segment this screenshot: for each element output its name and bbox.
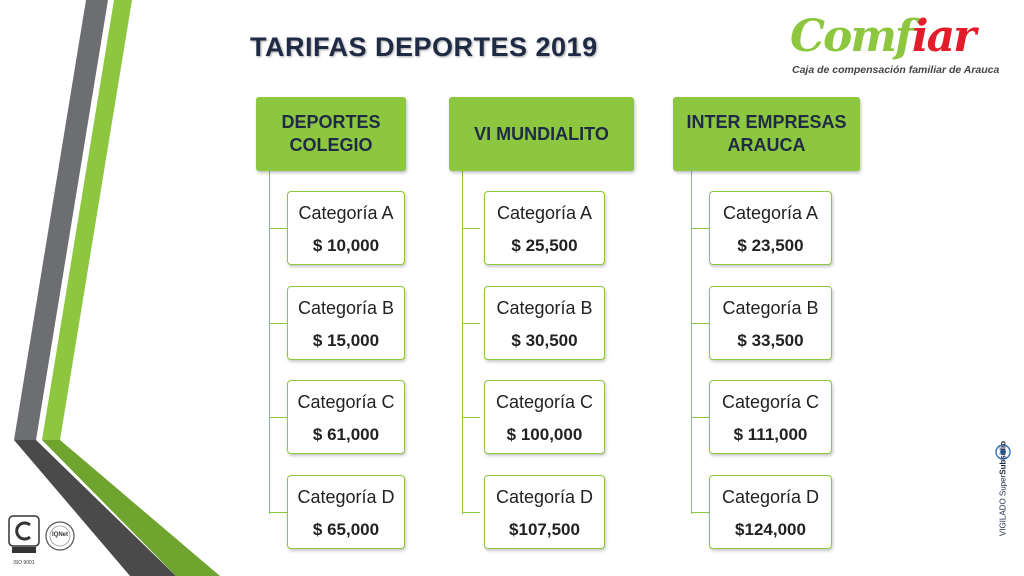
tariff-card: [287, 191, 405, 265]
connector-tick: [691, 512, 709, 513]
iqnet-seal: [44, 520, 76, 552]
price-value: $ 30,500: [511, 331, 578, 350]
price-value: $ 25,500: [511, 236, 578, 255]
price-value: $124,000: [735, 520, 806, 539]
tariff-card: [287, 286, 405, 360]
connector-line: [691, 171, 692, 514]
price-value: $ 111,000: [733, 425, 808, 444]
price-value: $ 23,500: [737, 236, 804, 255]
category-label: Categoría A: [496, 203, 593, 223]
category-label: Categoría C: [495, 392, 594, 412]
category-label: Categoría D: [495, 487, 594, 507]
comfiar-logo: [786, 11, 1000, 84]
connector-line: [462, 171, 463, 514]
connector-tick: [462, 417, 480, 418]
connector-tick: [462, 323, 480, 324]
tariff-card: [484, 286, 605, 360]
category-label: Categoría C: [297, 392, 395, 412]
connector-line: [269, 171, 270, 514]
tariff-card: [709, 475, 832, 549]
connector-tick: [691, 323, 709, 324]
price-value: $ 65,000: [312, 520, 380, 539]
price-value: $ 10,000: [312, 236, 380, 255]
column-header: DEPORTES COLEGIO: [256, 97, 406, 171]
column-header: VI MUNDIALITO: [449, 97, 634, 171]
tariff-card: [709, 380, 832, 454]
category-label: Categoría D: [721, 487, 820, 507]
connector-tick: [269, 228, 287, 229]
tariff-card: [709, 286, 832, 360]
connector-tick: [462, 228, 480, 229]
tariff-card: [287, 380, 405, 454]
column-header: INTER EMPRESAS ARAUCA: [673, 97, 860, 171]
iso-label: ISO 9001: [13, 560, 35, 566]
category-label: Categoría D: [297, 487, 395, 507]
logo-tagline: Caja de compensación familiar de Arauca: [792, 64, 1000, 76]
category-label: Categoría A: [298, 203, 394, 223]
tariff-card: [287, 475, 405, 549]
tariff-card: [709, 191, 832, 265]
price-value: $ 61,000: [312, 425, 380, 444]
connector-tick: [269, 417, 287, 418]
tariff-card: [484, 191, 605, 265]
category-label: Categoría B: [496, 298, 593, 318]
category-label: Categoría A: [722, 203, 819, 223]
connector-tick: [269, 323, 287, 324]
iqnet-label: IQNet: [51, 532, 68, 538]
page-title: TARIFAS DEPORTES 2019: [250, 32, 598, 62]
tariff-card: [484, 380, 605, 454]
category-label: Categoría B: [722, 298, 819, 318]
category-label: Categoría B: [297, 298, 395, 318]
price-value: $107,500: [509, 520, 580, 539]
iso-certification-seal: [8, 515, 40, 566]
connector-tick: [691, 417, 709, 418]
icontec-seal-icon: [8, 515, 40, 555]
category-label: Categoría C: [721, 392, 820, 412]
connector-tick: [691, 228, 709, 229]
connector-tick: [269, 512, 287, 513]
vigilado-supersubsidio-mark: [993, 440, 1013, 548]
vigilado-text: VIGILADO SuperSubsidio: [998, 440, 1008, 537]
price-value: $ 33,500: [737, 331, 804, 350]
connector-tick: [462, 512, 480, 513]
price-value: $ 15,000: [312, 331, 380, 350]
price-value: $ 100,000: [506, 425, 583, 444]
logo-wordmark: Comfiar: [790, 11, 975, 62]
tariff-card: [484, 475, 605, 549]
decorative-stripes: [0, 0, 240, 576]
